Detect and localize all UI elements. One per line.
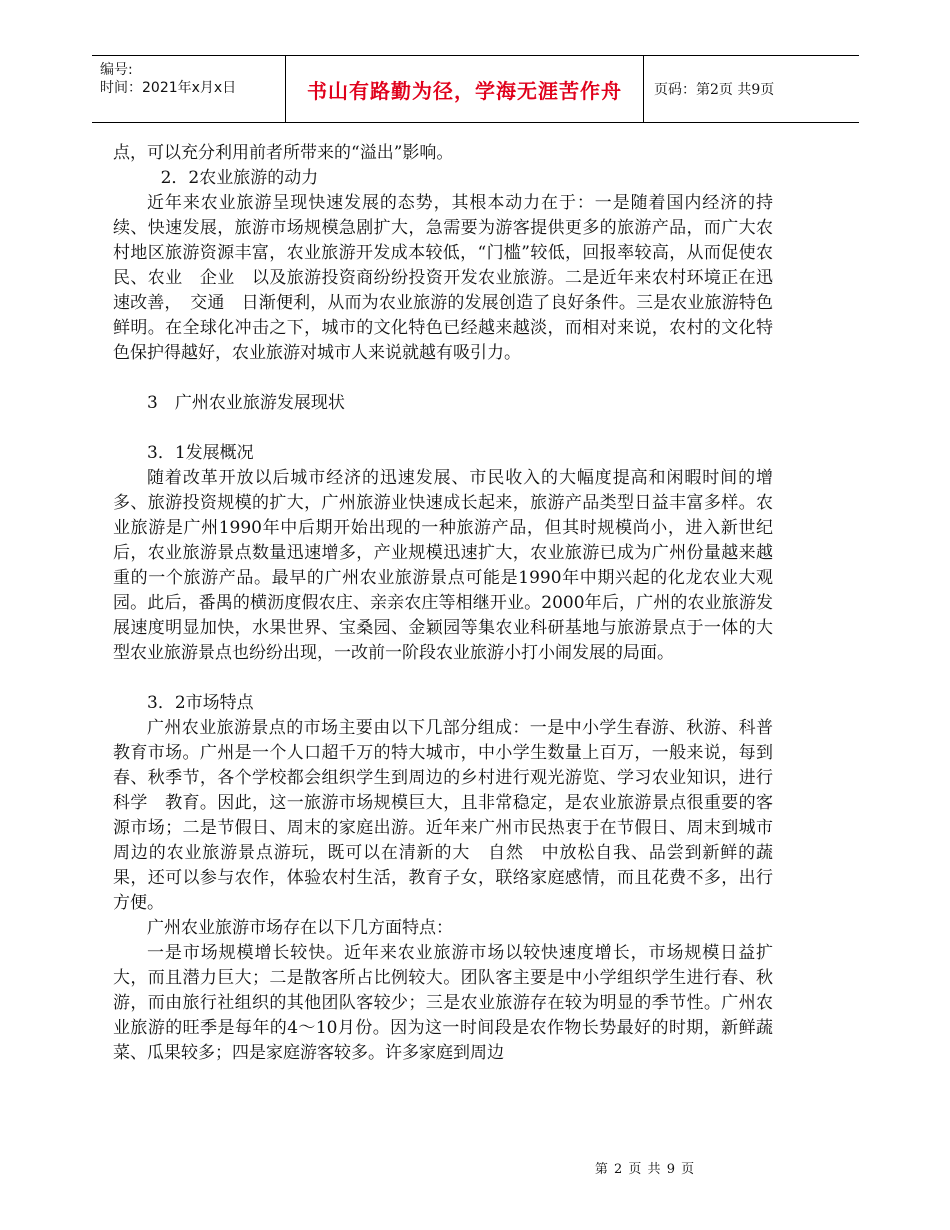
header-motto: 书山有路勤为径，学海无涯苦作舟 [286, 56, 644, 122]
section-heading-3-1: 3．1发展概况 [147, 443, 254, 463]
page-header [92, 55, 859, 123]
document-number-label: 编号: [100, 62, 133, 78]
section-heading-3: 3 广州农业旅游发展现状 [147, 393, 345, 413]
document-body [113, 141, 790, 1066]
body-paragraph: 近年来农业旅游呈现快速发展的态势，其根本动力在于：一是随着国内经济的持续、快速发展，旅游市场规模急剧扩大，急需要为游客提供更多的旅游产品，而广大农村地区旅游资源丰富，农业旅游开发成本较低，“门槛”较低，回报率较高，从而促使农民、农业 企业 以及旅游投资商纷纷投资开发农业旅游。二是近年来农村环境正在迅速改善， 交通 日渐便利，从而为农业旅游的发展创造了良好条件。三是农业旅游特色鲜明。在全球化冲击之下，城市的文化特色已经越来越淡，而相对来说，农村的文化特色保护得越好，农业旅游对城市人来说就越有吸引力。 [113, 193, 773, 363]
document-time-label: 时间：2021年x月x日 [100, 80, 237, 96]
body-paragraph: 随着改革开放以后城市经济的迅速发展、市民收入的大幅度提高和闲暇时间的增多、旅游投资规模的扩大，广州旅游业快速成长起来，旅游产品类型日益丰富多样。农业旅游是广州1990年中后期开始出现的一种旅游产品，但其时规模尚小，进入新世纪后，农业旅游景点数量迅速增多，产业规模迅速扩大，农业旅游已成为广州份量越来越重的一个旅游产品。最早的广州农业旅游景点可能是1990年中期兴起的化龙农业大观园。此后，番禺的横沥度假农庄、亲亲农庄等相继开业。2000年后，广州的农业旅游发展速度明显加快，水果世界、宝桑园、金颖园等集农业科研基地与旅游景点于一体的大型农业旅游景点也纷纷出现，一改前一阶段农业旅游小打小闹发展的局面。 [113, 468, 773, 663]
body-paragraph: 点，可以充分利用前者所带来的“溢出”影响。 [113, 143, 454, 163]
body-paragraph: 广州农业旅游景点的市场主要由以下几部分组成：一是中小学生春游、秋游、科普教育市场。广州是一个人口超千万的特大城市，中小学生数量上百万，一般来说，每到春、秋季节，各个学校都会组织学生到周边的乡村进行观光游览、学习农业知识，进行 科学 教育。因此，这一旅游市场规模巨大，且非常稳定，是农业旅游景点很重要的客源市场；二是节假日、周末的家庭出游。近年来广州市民热衷于在节假日、周末到城市周边的农业旅游景点游玩，既可以在清新的大 自然 中放松自我、品尝到新鲜的蔬果，还可以参与农作，体验农村生活，教育子女，联络家庭感情，而且花费不多，出行方便。 [113, 718, 790, 913]
header-page-info: 页码：第2页 共9页 [654, 82, 775, 98]
body-paragraph: 广州农业旅游市场存在以下几方面特点： [147, 918, 453, 938]
section-heading-3-2: 3．2市场特点 [147, 693, 254, 713]
body-paragraph: 一是市场规模增长较快。近年来农业旅游市场以较快速度增长，市场规模日益扩大，而且潜力巨大；二是散客所占比例较大。团队客主要是中小学组织学生进行春、秋游，而由旅行社组织的其他团队客较少；三是农业旅游存在较为明显的季节性。广州农业旅游的旺季是每年的4～10月份。因为这一时间段是农作物长势最好的时期，新鲜蔬菜、瓜果较多；四是家庭游客较多。许多家庭到周边 [113, 943, 773, 1063]
section-heading-2-2: 2．2农业旅游的动力 [160, 168, 319, 188]
header-meta-cell [92, 56, 286, 122]
page-footer: 第 2 页 共 9 页 [594, 1162, 696, 1177]
